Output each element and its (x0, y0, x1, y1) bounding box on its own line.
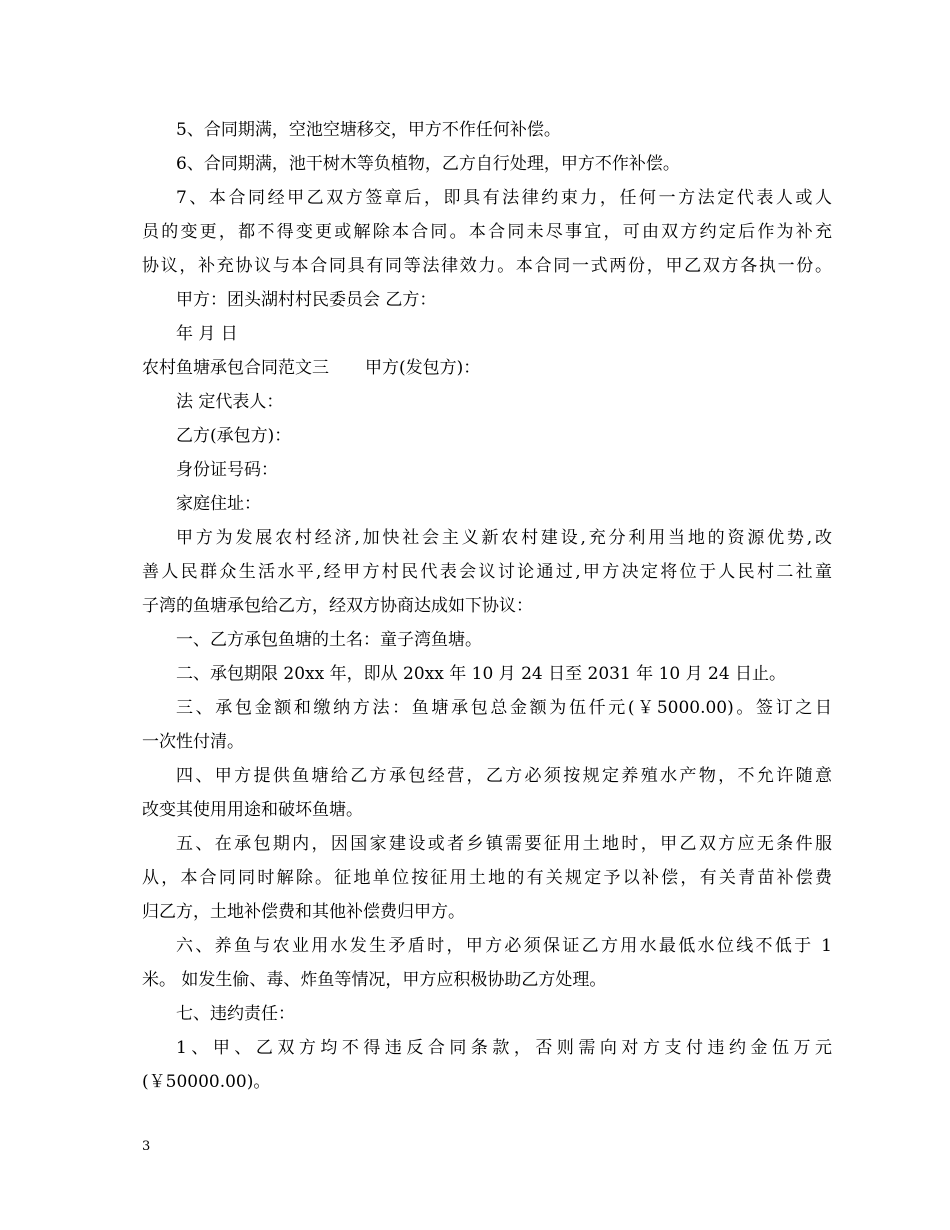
article-7-clause-1-line-1: 1、甲、乙双方均不得违反合同条款，否则需向对方支付违约金伍万元 (176, 1038, 832, 1058)
article-1-line: 一、乙方承包鱼塘的土名：童子湾鱼塘。 (176, 630, 482, 650)
signature-date-line: 年 月 日 (176, 324, 238, 344)
article-3-line-1: 三、承包金额和缴纳方法：鱼塘承包总金额为伍仟元(￥5000.00)。签订之日 (176, 698, 832, 718)
clause-7-line-2: 员的变更，都不得变更或解除本合同。本合同未尽事宜，可由双方约定后作为补充 (142, 222, 832, 242)
article-3-line-2: 一次性付清。 (142, 732, 244, 752)
article-2-line: 二、承包期限 20xx 年，即从 20xx 年 10 月 24 日至 2031 年 10 月 24 日止。 (176, 664, 787, 684)
id-number-label: 身份证号码： (176, 460, 278, 480)
section-title: 农村鱼塘承包合同范文三 (142, 358, 329, 378)
article-6-line-2: 米。 如发生偷、毒、炸鱼等情况，甲方应积极协助乙方处理。 (142, 970, 607, 990)
page-number: 3 (142, 1139, 151, 1154)
article-5-line-1: 五、在承包期内，因国家建设或者乡镇需要征用土地时，甲乙双方应无条件服 (176, 834, 832, 854)
clause-7-line-1: 7、本合同经甲乙双方签章后，即具有法律约束力，任何一方法定代表人或人 (176, 188, 832, 208)
section-heading-line (142, 351, 832, 385)
preamble-line-3: 子湾的鱼塘承包给乙方，经双方协商达成如下协议： (142, 596, 533, 616)
preamble-line-1: 甲方为发展农村经济,加快社会主义新农村建设,充分利用当地的资源优势,改 (176, 528, 832, 548)
clause-6-line: 6、合同期满，池干树木等负植物，乙方自行处理，甲方不作补偿。 (176, 154, 680, 174)
legal-representative-label: 法 定代表人： (176, 392, 284, 412)
article-5-line-2: 从，本合同同时解除。征地单位按征用土地的有关规定予以补偿，有关青苗补偿费 (142, 868, 832, 888)
clause-5-line: 5、合同期满，空池空塘移交，甲方不作任何补偿。 (176, 120, 561, 140)
article-4-line-2: 改变其使用用途和破坏鱼塘。 (142, 800, 363, 820)
article-7-heading: 七、违约责任： (176, 1004, 295, 1024)
party-a-contractor-label: 甲方(发包方)： (365, 358, 481, 378)
article-6-line-1: 六、养鱼与农业用水发生矛盾时，甲方必须保证乙方用水最低水位线不低于 1 (176, 936, 832, 956)
clause-7-line-3: 协议，补充协议与本合同具有同等法律效力。本合同一式两份，甲乙双方各执一份。 (142, 256, 832, 276)
article-4-line-1: 四、甲方提供鱼塘给乙方承包经营，乙方必须按规定养殖水产物，不允许随意 (176, 766, 832, 786)
article-7-clause-1-line-2: (￥50000.00)。 (142, 1072, 271, 1092)
home-address-label: 家庭住址： (176, 494, 261, 514)
preamble-line-2: 善人民群众生活水平,经甲方村民代表会议讨论通过,甲方决定将位于人民村二社童 (142, 562, 832, 582)
party-b-contractor-label: 乙方(承包方)： (176, 426, 292, 446)
signature-parties-line: 甲方：团头湖村村民委员会 乙方： (176, 290, 437, 310)
article-5-line-3: 归乙方，土地补偿费和其他补偿费归甲方。 (142, 902, 465, 922)
